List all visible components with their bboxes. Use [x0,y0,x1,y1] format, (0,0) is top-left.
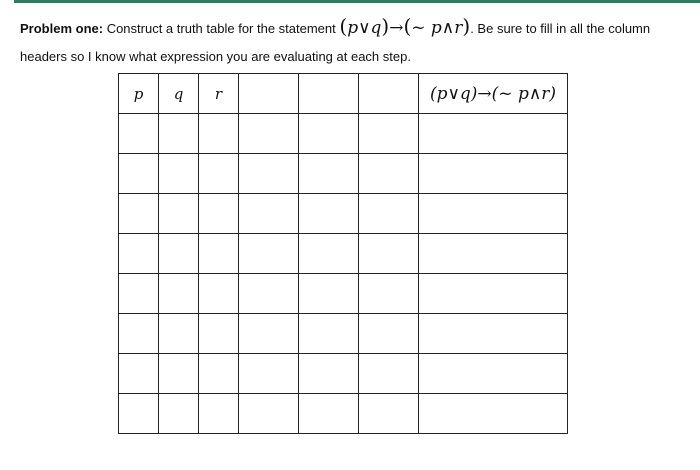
close-paren-2: ) [462,14,471,38]
problem-label: Problem one: [20,21,104,36]
top-rule [14,0,700,3]
open-paren-1: ( [339,14,348,38]
table-cell[interactable] [199,314,239,354]
header-blank-6[interactable] [359,74,419,114]
table-cell[interactable] [199,394,239,434]
table-cell[interactable] [199,354,239,394]
table-row [119,234,568,274]
header-q: q [159,74,199,114]
table-cell[interactable] [199,114,239,154]
table-cell[interactable] [199,194,239,234]
table-cell[interactable] [419,314,568,354]
table-cell[interactable] [119,354,159,394]
table-cell[interactable] [119,114,159,154]
table-cell[interactable] [299,314,359,354]
table-cell[interactable] [119,394,159,434]
table-cell[interactable] [199,154,239,194]
table-cell[interactable] [239,274,299,314]
table-cell[interactable] [199,274,239,314]
table-cell[interactable] [359,114,419,154]
table-cell[interactable] [359,154,419,194]
header-blank-4[interactable] [239,74,299,114]
table-cell[interactable] [419,194,568,234]
table-cell[interactable] [359,354,419,394]
table-cell[interactable] [419,234,568,274]
table-cell[interactable] [359,394,419,434]
problem-text-after: . Be sure to fill in all the column headers so I know what expression you are evaluating at each step. [20,21,651,64]
table-row [119,394,568,434]
table-cell[interactable] [239,314,299,354]
table-cell[interactable] [239,394,299,434]
header-p: p [119,74,159,114]
formula-conjunction: ~ p∧r [411,18,463,38]
problem-text-before: Construct a truth table for the statement [103,21,340,36]
table-cell[interactable] [159,314,199,354]
table-cell[interactable] [359,194,419,234]
table-cell[interactable] [159,354,199,394]
table-cell[interactable] [299,394,359,434]
problem-statement [20,12,680,71]
table-cell[interactable] [419,274,568,314]
header-row [119,74,568,114]
table-cell[interactable] [159,234,199,274]
table-cell[interactable] [239,234,299,274]
table-row [119,274,568,314]
table-cell[interactable] [199,234,239,274]
implication-arrow: → [389,18,404,38]
table-cell[interactable] [239,194,299,234]
statement-formula [339,14,471,38]
table-cell[interactable] [119,194,159,234]
table-row [119,314,568,354]
header-expression: (p∨q)→(~ p∧r) [419,74,568,114]
table-cell[interactable] [239,354,299,394]
table-cell[interactable] [299,194,359,234]
table-cell[interactable] [239,154,299,194]
table-row [119,194,568,234]
header-r: r [199,74,239,114]
table-cell[interactable] [419,154,568,194]
open-paren-2: ( [403,14,412,38]
table-cell[interactable] [299,154,359,194]
table-cell[interactable] [119,154,159,194]
table-row [119,114,568,154]
table-cell[interactable] [419,114,568,154]
table-cell[interactable] [299,274,359,314]
table-cell[interactable] [159,274,199,314]
table-cell[interactable] [359,274,419,314]
header-blank-5[interactable] [299,74,359,114]
table-cell[interactable] [159,114,199,154]
formula-disjunction: p∨q [347,18,382,38]
table-cell[interactable] [419,354,568,394]
table-cell[interactable] [299,354,359,394]
table-cell[interactable] [159,394,199,434]
table-cell[interactable] [239,114,299,154]
table-cell[interactable] [299,234,359,274]
table-row [119,354,568,394]
truth-table [118,73,568,434]
table-row [119,154,568,194]
table-cell[interactable] [119,274,159,314]
table-cell[interactable] [359,234,419,274]
table-body [119,114,568,434]
table-cell[interactable] [419,394,568,434]
close-paren-1: ) [381,14,390,38]
table-cell[interactable] [159,154,199,194]
table-cell[interactable] [159,194,199,234]
table-cell[interactable] [359,314,419,354]
table-cell[interactable] [119,234,159,274]
table-cell[interactable] [119,314,159,354]
table-cell[interactable] [299,114,359,154]
